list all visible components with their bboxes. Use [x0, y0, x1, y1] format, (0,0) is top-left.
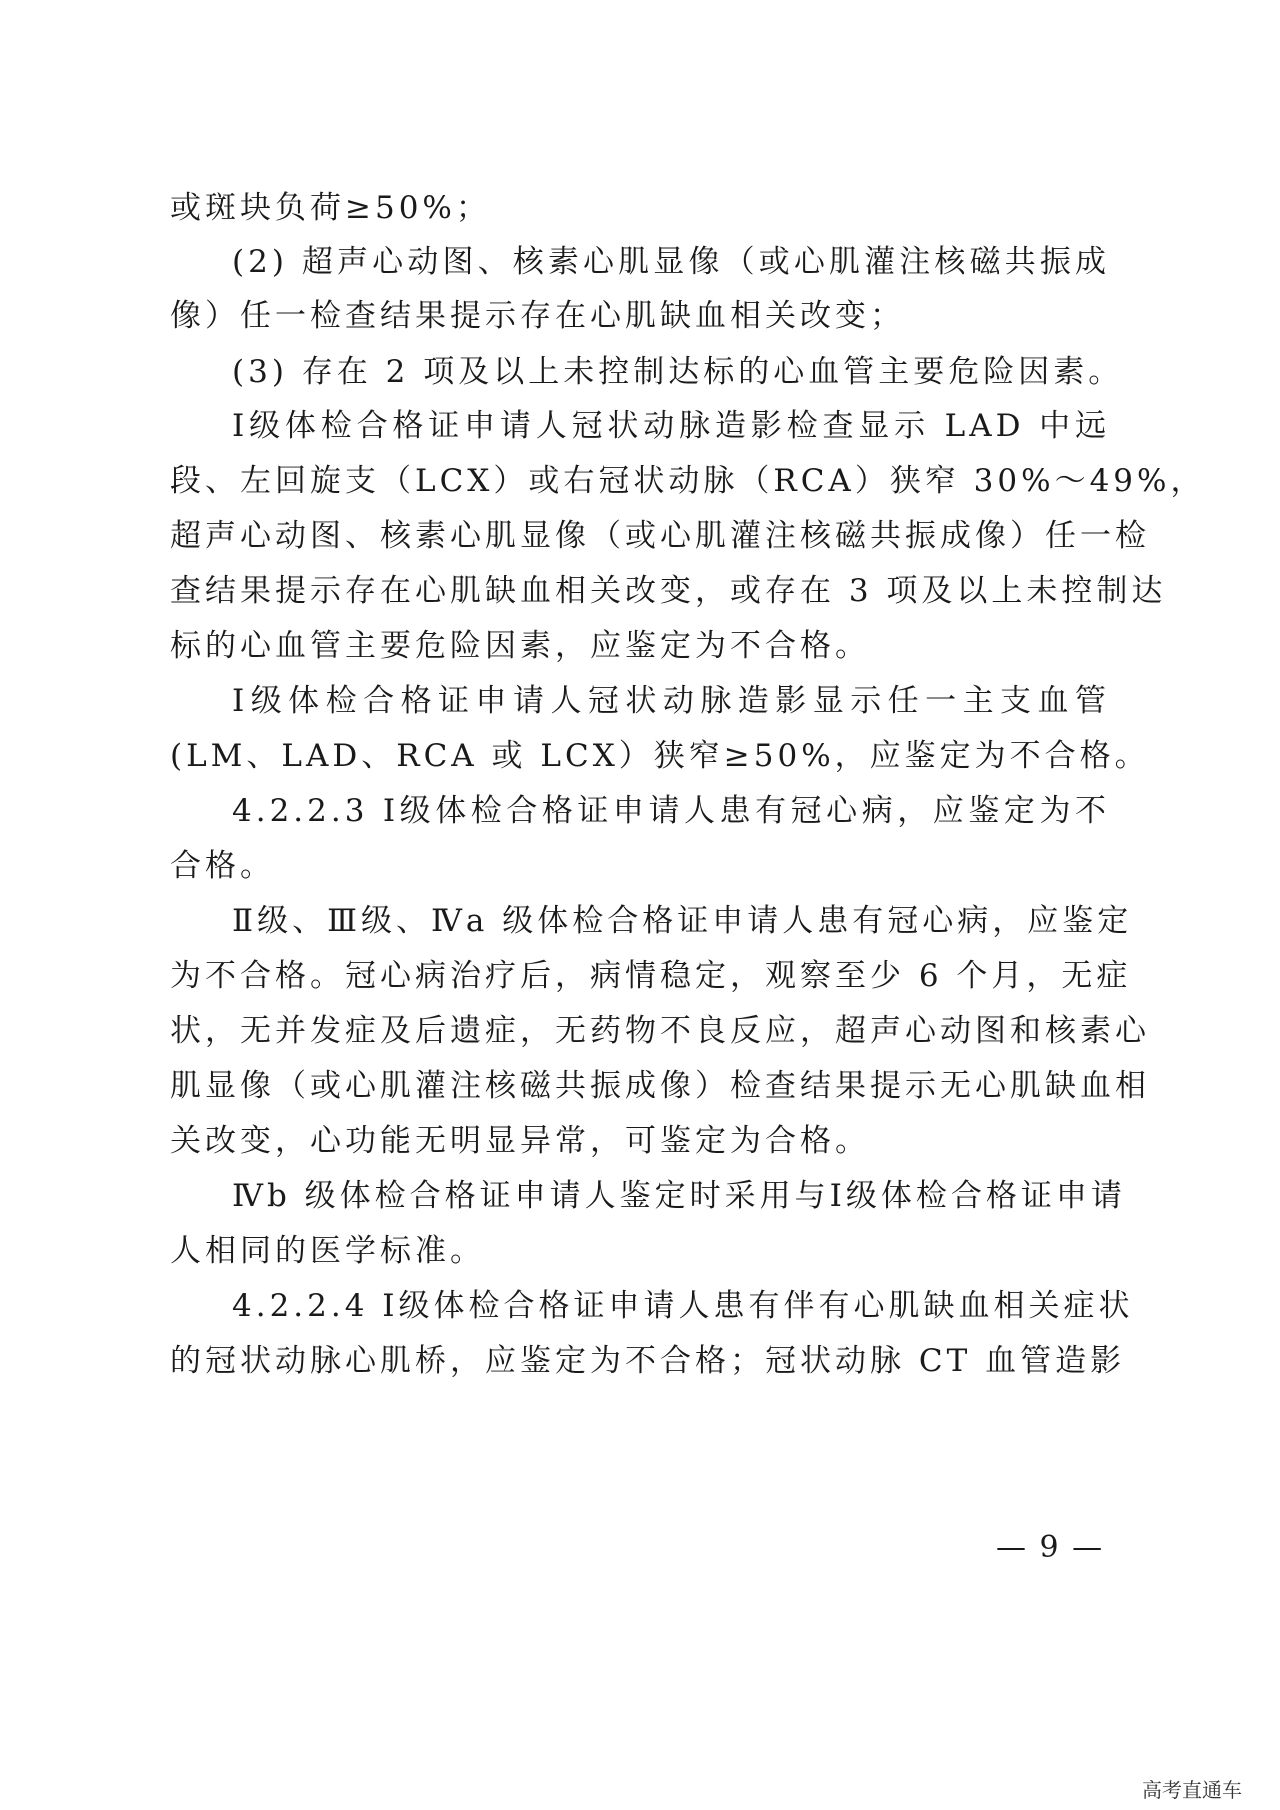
- text-line: (LM、LAD、RCA 或 LCX）狭窄≥50%，应鉴定为不合格。: [170, 738, 1150, 774]
- text-line: 超声心动图、核素心肌显像（或心肌灌注核磁共振成像）任一检: [170, 518, 1150, 554]
- text-line: Ⅰ级体检合格证申请人冠状动脉造影显示任一主支血管: [232, 683, 1110, 719]
- text-line: 状，无并发症及后遗症，无药物不良反应，超声心动图和核素心: [170, 1013, 1150, 1049]
- text-line: 4.2.2.3 Ⅰ级体检合格证申请人患有冠心病，应鉴定为不: [232, 793, 1110, 829]
- text-line: 关改变，心功能无明显异常，可鉴定为合格。: [170, 1123, 870, 1159]
- text-line: 4.2.2.4 Ⅰ级体检合格证申请人患有伴有心肌缺血相关症状: [232, 1288, 1134, 1324]
- text-line: (2) 超声心动图、核素心肌显像（或心肌灌注核磁共振成: [232, 244, 1110, 280]
- text-line: 标的心血管主要危险因素，应鉴定为不合格。: [170, 628, 870, 664]
- page-number: — 9 —: [996, 1530, 1105, 1565]
- text-line: 段、左回旋支（LCX）或右冠状动脉（RCA）狭窄 30%～49%，: [170, 463, 1206, 499]
- text-line: 查结果提示存在心肌缺血相关改变，或存在 3 项及以上未控制达: [170, 573, 1167, 609]
- text-line: 人相同的医学标准。: [170, 1233, 485, 1269]
- text-line: Ⅳb 级体检合格证申请人鉴定时采用与Ⅰ级体检合格证申请: [232, 1178, 1126, 1214]
- text-line: 像）任一检查结果提示存在心肌缺血相关改变；: [170, 298, 905, 334]
- text-line: Ⅰ级体检合格证申请人冠状动脉造影检查显示 LAD 中远: [232, 408, 1110, 444]
- text-line: 为不合格。冠心病治疗后，病情稳定，观察至少 6 个月，无症: [170, 958, 1132, 994]
- text-line: Ⅱ级、Ⅲ级、Ⅳa 级体检合格证申请人患有冠心病，应鉴定: [232, 903, 1133, 939]
- watermark-text: 高考直通车: [1142, 1778, 1242, 1802]
- text-line: (3) 存在 2 项及以上未控制达标的心血管主要危险因素。: [232, 354, 1124, 390]
- text-line: 或斑块负荷≥50%；: [170, 190, 491, 226]
- text-line: 合格。: [170, 848, 275, 884]
- text-line: 的冠状动脉心肌桥，应鉴定为不合格；冠状动脉 CT 血管造影: [170, 1343, 1126, 1379]
- text-line: 肌显像（或心肌灌注核磁共振成像）检查结果提示无心肌缺血相: [170, 1068, 1150, 1104]
